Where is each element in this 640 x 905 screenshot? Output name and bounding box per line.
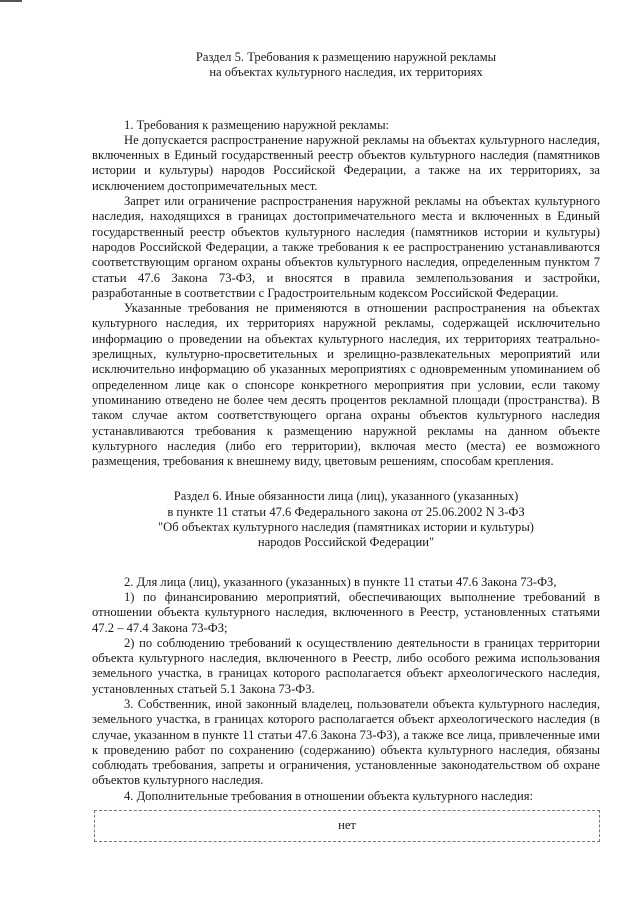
scan-corner-mark [0,0,22,2]
section-6-body [92,575,600,842]
document-page [92,50,600,842]
section-5-title-line-2: на объектах культурного наследия, их территориях [209,65,483,80]
section-6-item-2-sub-1: 1) по финансированию мероприятий, обеспечивающих выполнение требований в отношении объекта культурного наследия, включенного в Реестр, установленных статьями 47.2 – 47.4 Закона 73-ФЗ; [92,589,600,635]
section-6-heading [92,489,600,550]
section-5-paragraph-no-advertising: Не допускается распространение наружной рекламы на объектах культурного наследия, включенных в Единый государственный реестр объектов культурного наследия (памятников истории и культуры) народов Российской Федерации, а также на их территориях, за исключением достопримечательных мест. [92,132,600,193]
section-6-title-line-3: "Об объектах культурного наследия (памятниках истории и культуры) [158,520,534,535]
section-6-item-3: 3. Собственник, иной законный владелец, пользователи объекта культурного наследия, земельного участка, в границах которого располагается объект археологического наследия (в случае, указанном в пункте 11 статьи 47.6 Закона 73-ФЗ), а также все лица, привлеченные ими к проведению работ по сохранению (содержанию) объекта культурного наследия, обязаны соблюдать требования, запреты и ограничения, установленные законодательством об охране объектов культурного наследия. [92,696,600,788]
section-5-paragraph-restriction: Запрет или ограничение распространения наружной рекламы на объектах культурного наследия, находящихся в границах достопримечательного места и включенных в Единый государственный реестр объектов культурного наследия (памятников истории и культуры) народов Российской Федерации, а также требования к ее распространению устанавливаются соответствующим органом охраны объектов культурного наследия, определенным пунктом 7 статьи 47.6 Закона 73-ФЗ, и вносятся в правила землепользования и застройки, разработанные в соответствии с Градостроительным кодексом Российской Федерации. [92,194,600,300]
section-6-item-2: 2. Для лица (лиц), указанного (указанных) в пункте 11 статьи 47.6 Закона 73-ФЗ, [124,574,557,589]
section-6-title-line-4: народов Российской Федерации" [257,535,435,550]
section-5-paragraph-exceptions: Указанные требования не применяются в отношении распространения на объектах культурного наследия, их территориях наружной рекламы, содержащей исключительно информацию о проведении на объектах культурного наследия, их территориях театрально-зрелищных, культурно-просветительных и зрелищно-развлекательных мероприятий или исключительно информацию об указанных мероприятиях с одновременным упоминанием об определенном лице как о спонсоре конкретного мероприятия при условии, если такому упоминанию отведено не более чем десять процентов рекламной площади (пространства). В таком случае актом соответствующего органа охраны объектов культурного наследия устанавливаются требования к размещению наружной рекламы на данном объекте культурного наследия (либо его территории), включая место (места) ее возможного размещения, требования к внешнему виду, цветовым решениям, способам крепления. [92,301,600,469]
additional-requirements-value: нет [338,818,356,833]
section-6-title-line-1: Раздел 6. Иные обязанности лица (лиц), указанного (указанных) [173,489,519,504]
section-6-title-line-2: в пункте 11 статьи 47.6 Федерального закона от 25.06.2002 N 3-ФЗ [167,504,525,519]
section-5-title-line-1: Раздел 5. Требования к размещению наружной рекламы [195,50,497,64]
section-5-item-1: 1. Требования к размещению наружной рекламы: [124,117,390,132]
section-5-heading [92,50,600,81]
section-6-item-2-sub-2: 2) по соблюдению требований к осуществлению деятельности в границах территории объекта культурного наследия, включенного в Реестр, либо особого режима использования земельного участка, в границах которого располагается объект археологического наследия, установленных статьей 5.1 Закона 73-ФЗ. [92,635,600,696]
section-5-body [92,118,600,470]
additional-requirements-box [94,810,600,842]
section-6-item-4: 4. Дополнительные требования в отношении объекта культурного наследия: [124,788,534,803]
